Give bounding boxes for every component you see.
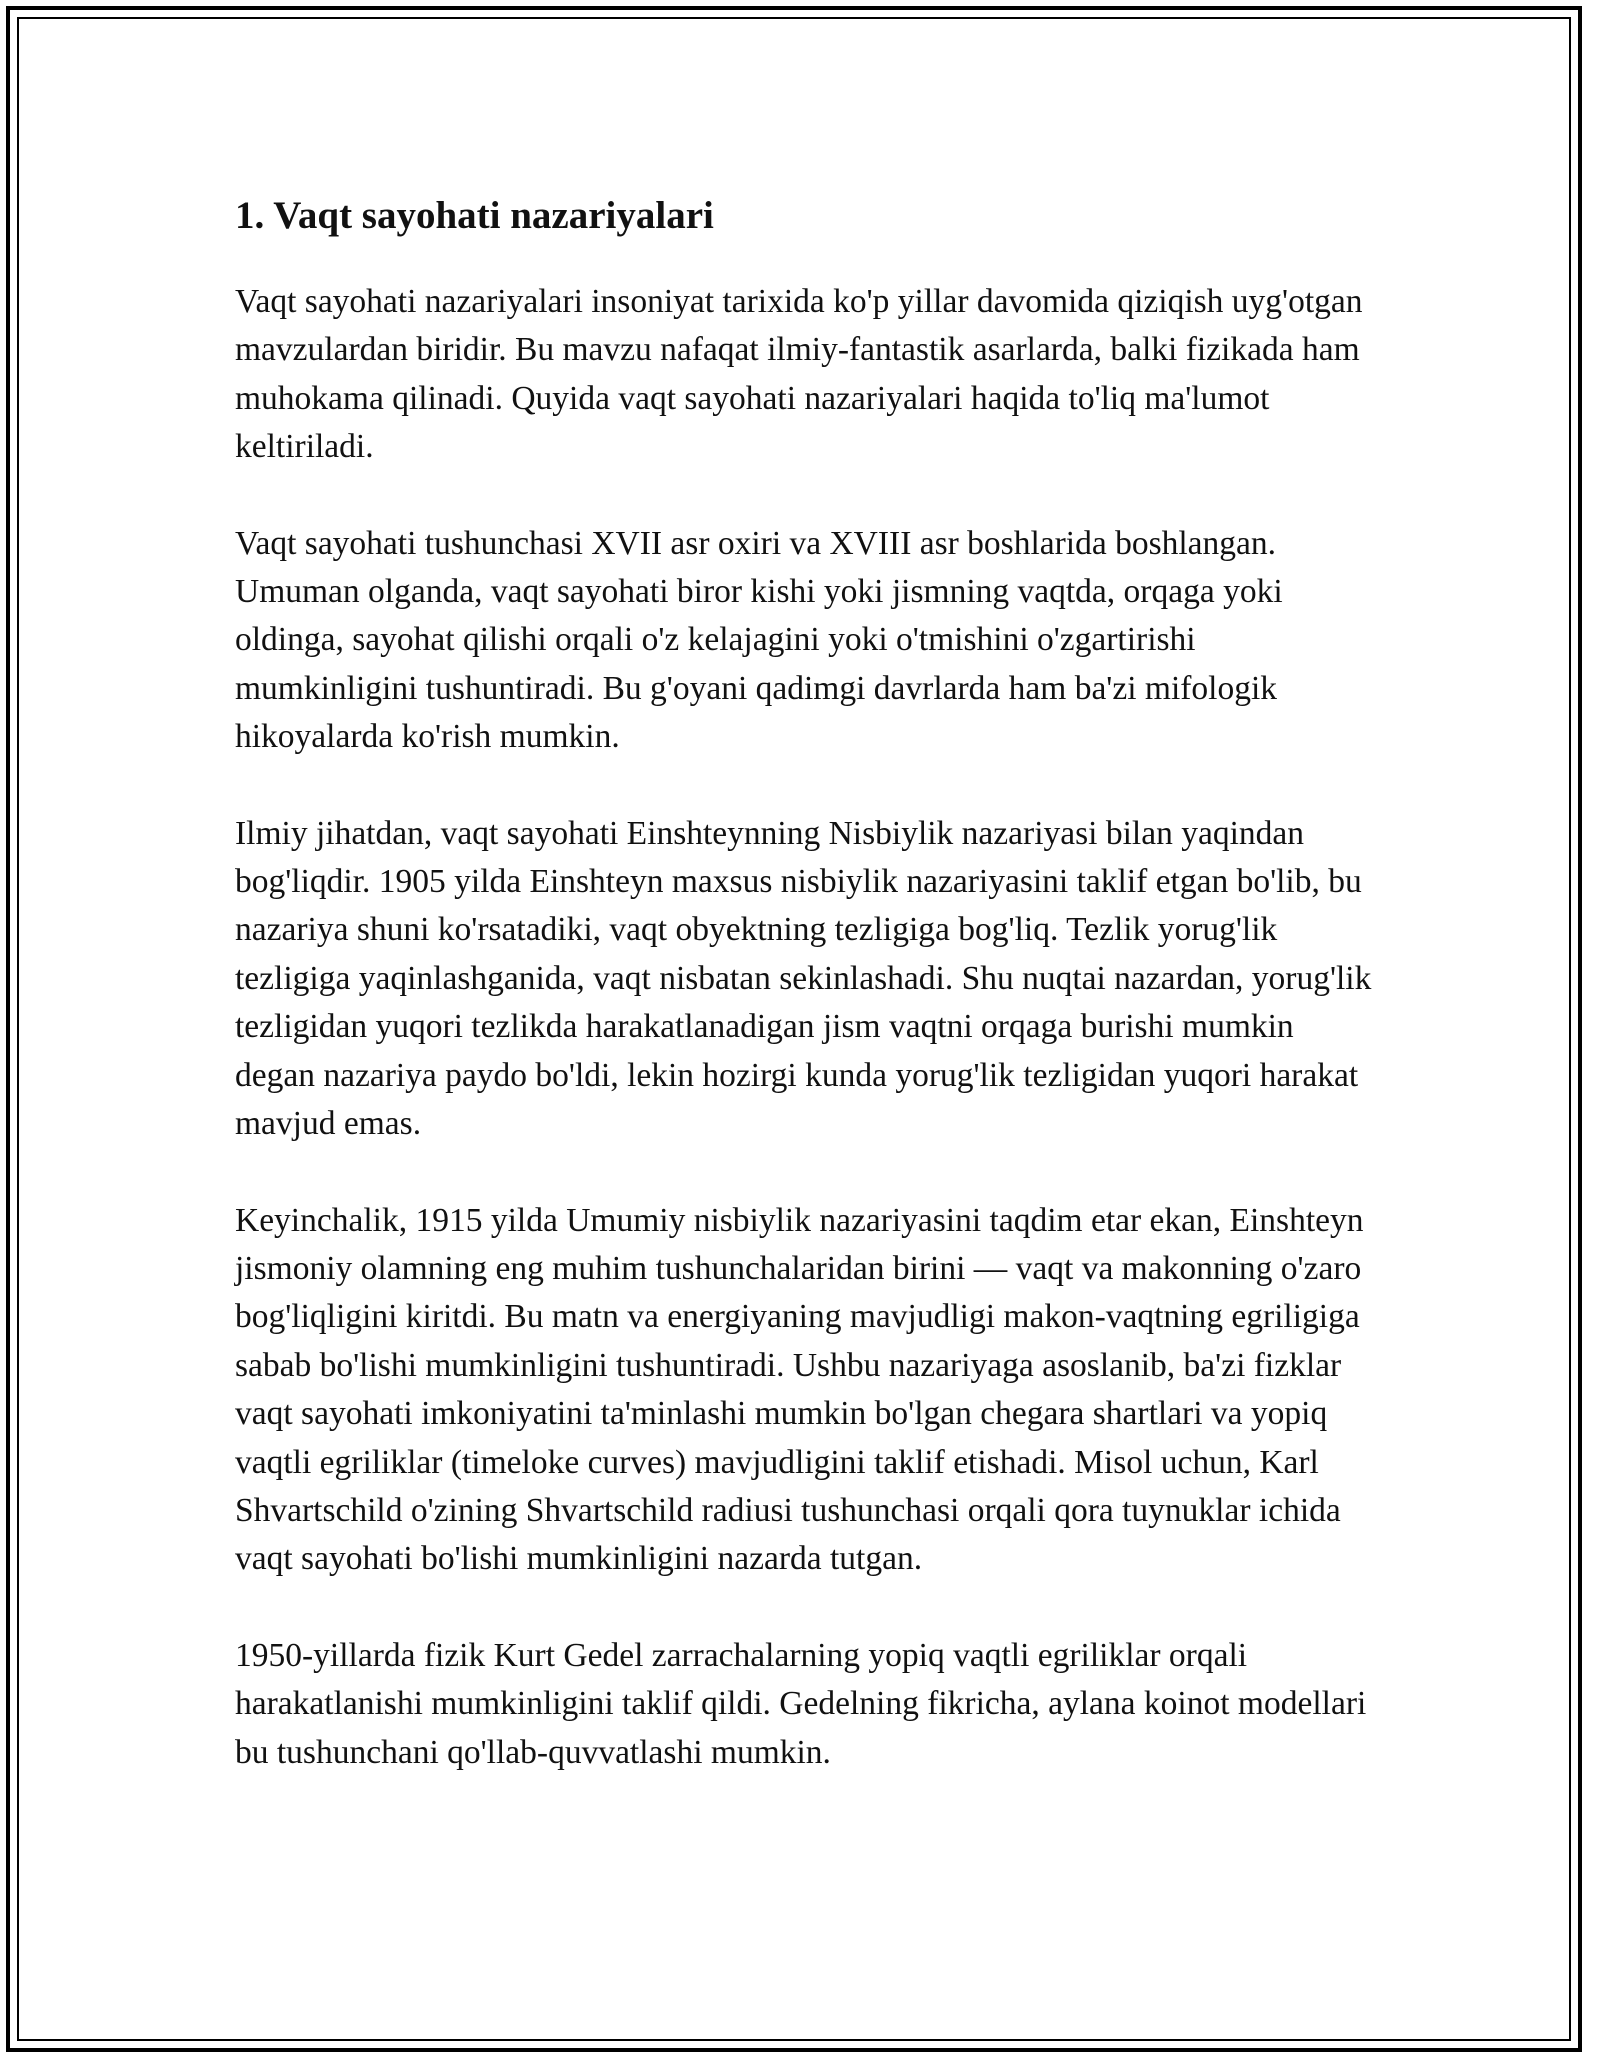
paragraph-special-relativity: Ilmiy jihatdan, vaqt sayohati Einshteynning Nisbiylik nazariyasi bilan yaqindan bog'liqdir. 1905 yilda Einshteyn maxsus nisbiylik nazariyasini taklif etgan bo'lib, bu nazariya shuni ko'rsatadiki, vaqt obyektning tezligiga bog'liq. Tezlik yorug'lik tezligiga yaqinlashganida, vaqt nisbatan sekinlashadi. Shu nuqtai nazardan, yorug'lik tezligidan yuqori tezlikda harakatlanadigan jism vaqtni orqaga burishi mumkin degan nazariya paydo bo'ldi, lekin hozirgi kunda yorug'lik tezligidan yuqori harakat mavjud emas. bbox=[235, 814, 1372, 1143]
paragraph-general-relativity: Keyinchalik, 1915 yilda Umumiy nisbiylik nazariyasini taqdim etar ekan, Einshteyn jismoniy olamning eng muhim tushunchalaridan birini — vaqt va makonning o'zaro bog'liqligini kiritdi. Bu matn va energiyaning mavjudligi makon-vaqtning egriligiga sabab bo'lishi mumkinligini tushuntiradi. Ushbu nazariyaga asoslanib, ba'zi fizklar vaqt sayohati imkoniyatini ta'minlashi mumkin bo'lgan chegara shartlari va yopiq vaqtli egriliklar (timeloke curves) mavjudligini taklif etishadi. Misol uchun, Karl Shvartschild o'zining Shvartschild radiusi tushunchasi orqali qora tuynuklar ichida vaqt sayohati bo'lishi mumkinligini nazarda tutgan. bbox=[235, 1201, 1364, 1578]
paragraph-godel: 1950-yillarda fizik Kurt Gedel zarrachalarning yopiq vaqtli egriliklar orqali harakatlanishi mumkinligini taklif qildi. Gedelning fikricha, aylana koinot modellari bu tushunchani qo'llab-quvvatlashi mumkin. bbox=[235, 1636, 1367, 1771]
document-body bbox=[235, 186, 1375, 1825]
paragraph-intro: Vaqt sayohati nazariyalari insoniyat tarixida ko'p yillar davomida qiziqish uyg'otgan mavzulardan biridir. Bu mavzu nafaqat ilmiy-fantastik asarlarda, balki fizikada ham muhokama qilinadi. Quyida vaqt sayohati nazariyalari haqida to'liq ma'lumot keltiriladi. bbox=[235, 283, 1363, 466]
paragraph-history: Vaqt sayohati tushunchasi XVII asr oxiri va XVIII asr boshlarida boshlangan. Umuman olganda, vaqt sayohati biror kishi yoki jismning vaqtda, orqaga yoki oldinga, sayohat qilishi orqali o'z kelajagini yoki o'tmishini o'zgartirishi mumkinligini tushuntiradi. Bu g'oyani qadimgi davrlarda ham ba'zi mifologik hikoyalarda ko'rish mumkin. bbox=[235, 524, 1283, 756]
section-heading: 1. Vaqt sayohati nazariyalari bbox=[235, 194, 714, 237]
